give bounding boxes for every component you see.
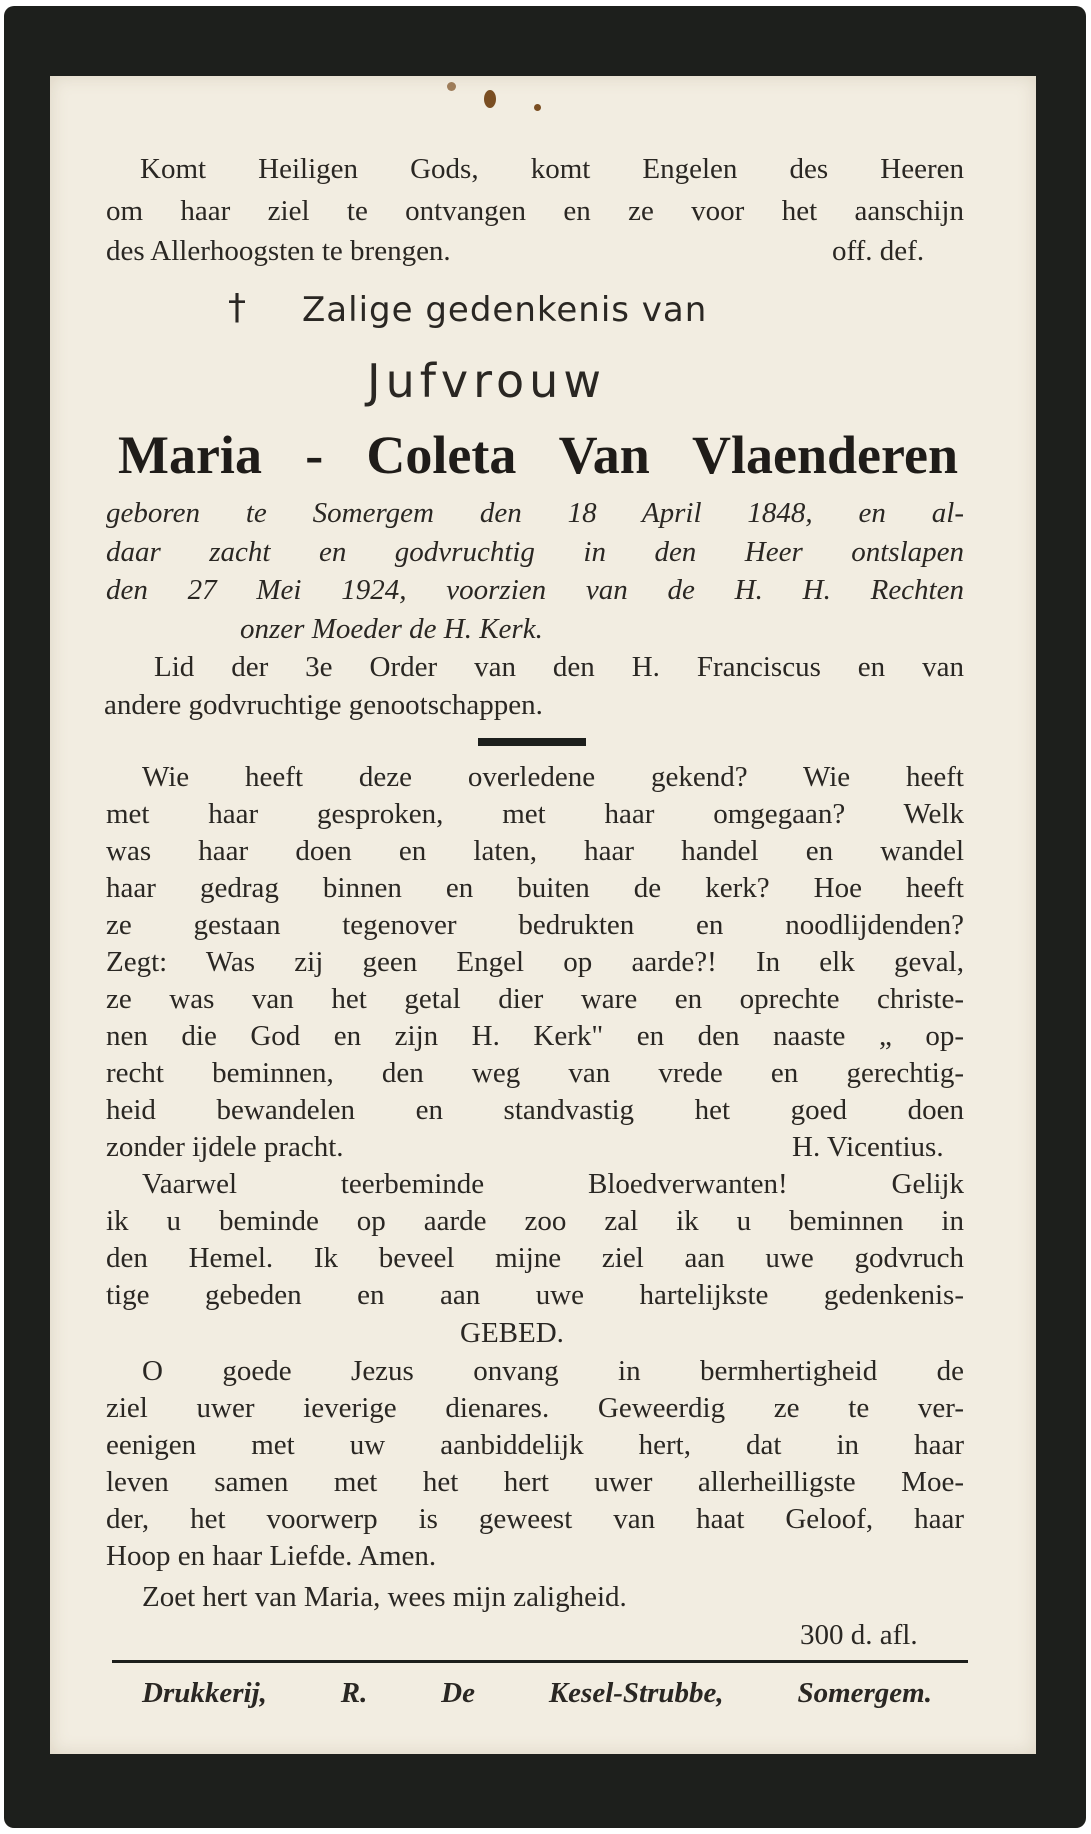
farewell-line: Vaarwel teerbeminde Bloedverwanten! Gelijk [142,1168,964,1200]
footer-rule [112,1660,968,1663]
prayer-line: der, het voorwerp is geweest van haat Geloof, haar [106,1503,964,1535]
farewell-line: ik u beminde op aarde zoo zal ik u beminnen in [106,1205,964,1237]
membership-line: andere godvruchtige genootschappen. [104,689,543,721]
reflection-line: met haar gesproken, met haar omgegaan? Welk [106,798,964,830]
invocation-source: off. def. [832,235,925,267]
reflection-source: H. Vicentius. [792,1131,944,1163]
biography-line: onzer Moeder de H. Kerk. [240,613,543,645]
rust-stain [447,82,456,91]
prayer-line: eenigen met uw aanbiddelijk hert, dat in haar [106,1429,964,1461]
invocation-line: om haar ziel te ontvangen en ze voor het aanschijn [106,195,964,227]
reflection-line: haar gedrag binnen en buiten de kerk? Hoe heeft [106,872,964,904]
farewell-line: den Hemel. Ik beveel mijne ziel aan uwe godvruch [106,1242,964,1274]
prayer-line: Hoop en haar Liefde. Amen. [106,1540,437,1572]
biography-line: geboren te Somergem den 18 April 1848, en al- [106,497,964,529]
farewell-line: tige gebeden en aan uwe hartelijkste gedenkenis- [106,1279,964,1311]
biography-line: daar zacht en godvruchtig in den Heer ontslapen [106,536,964,568]
invocation-line: Komt Heiligen Gods, komt Engelen des Heeren [140,153,964,185]
cross-icon: † [228,287,246,328]
reflection-line: ze gestaan tegenover bedrukten en noodlijdenden? [106,909,964,941]
memorial-heading: Zalige gedenkenis van [302,290,708,330]
reflection-line: zonder ijdele pracht. [106,1131,344,1163]
prayer-line: leven samen met het hert uwer allerheilligste Moe- [106,1466,964,1498]
reflection-line: ze was van het getal dier ware en oprechte christe- [106,983,964,1015]
reflection-line: was haar doen en laten, haar handel en wandel [106,835,964,867]
rust-stain [534,104,541,111]
reflection-line: nen die God en zijn H. Kerk" en den naaste „ op- [106,1020,964,1052]
biography-line: den 27 Mei 1924, voorzien van de H. H. Rechten [106,574,964,606]
reflection-line: Wie heeft deze overledene gekend? Wie heeft [142,761,964,793]
prayer-heading: GEBED. [460,1317,564,1349]
deceased-title: Jufvrouw [367,354,606,408]
reflection-line: recht beminnen, den weg van vrede en gerechtig- [106,1057,964,1089]
membership-line: Lid der 3e Order van den H. Franciscus en van [154,651,964,683]
indulgence: 300 d. afl. [800,1619,918,1651]
reflection-line: Zegt: Was zij geen Engel op aarde?! In elk geval, [106,946,964,978]
reflection-line: heid bewandelen en standvastig het goed doen [106,1094,964,1126]
deceased-name: Maria - Coleta Van Vlaenderen [118,425,958,485]
ejaculation: Zoet hert van Maria, wees mijn zaligheid. [142,1581,627,1613]
invocation-line: des Allerhoogsten te brengen. [106,235,451,267]
rust-stain [484,90,496,108]
prayer-line: O goede Jezus onvang in bermhertigheid de [142,1355,964,1387]
divider [478,738,586,746]
prayer-line: ziel uwer ieverige dienares. Geweerdig ze te ver- [106,1392,964,1424]
printer-imprint: Drukkerij, R. De Kesel-Strubbe, Somergem. [142,1677,932,1709]
